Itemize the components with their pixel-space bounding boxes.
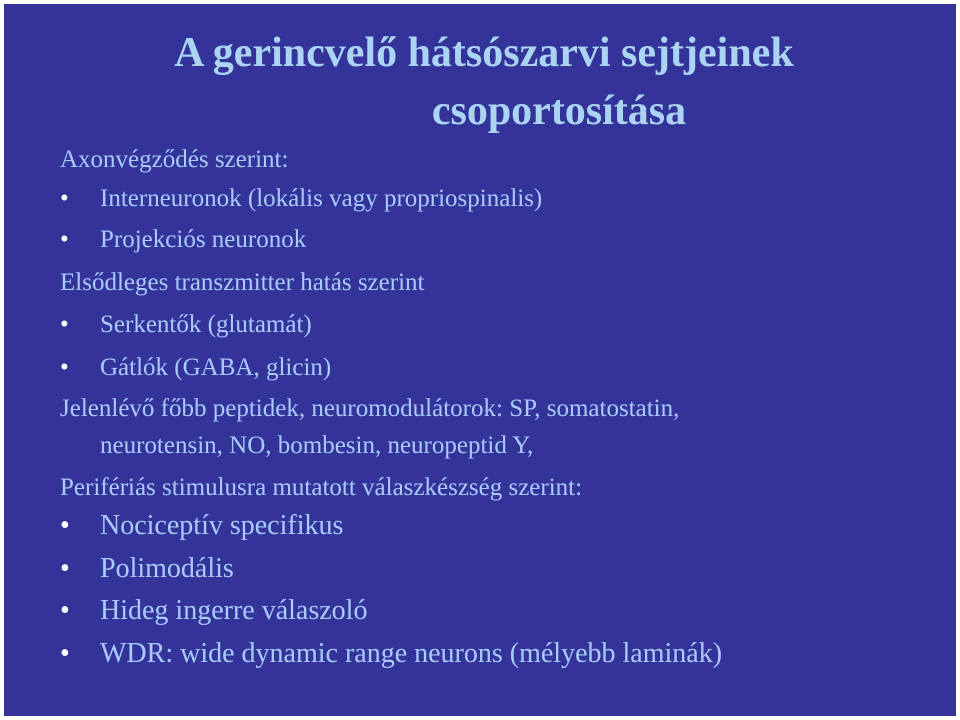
heading-peptides: Jelenlévő főbb peptidek, neuromodulátorok: SP, somatostatin, [60,395,680,422]
bullet-icon: • [60,510,70,541]
list-item: • WDR: wide dynamic range neurons (mélyebb laminák) [60,638,723,669]
title-line-1: A gerincvelő hátsószarvi sejtjeinek [174,30,794,76]
list-item: • Serkentők (glutamát) [60,311,312,338]
bullet-icon: • [60,553,70,584]
list-item: • Polimodális [60,553,234,584]
list-item: • Hideg ingerre válaszoló [60,595,368,626]
bullet-icon: • [60,354,69,381]
heading-axon: Axonvégződés szerint: [60,146,289,173]
heading-stimulus: Perifériás stimulusra mutatott válaszkészség szerint: [60,474,583,501]
list-item: • Interneuronok (lokális vagy propriospinalis) [60,185,543,212]
title-line-2: csoportosítása [431,88,687,134]
slide-title [4,24,960,140]
heading-transmitter: Elsődleges transzmitter hatás szerint [60,269,425,296]
bullet-icon: • [60,226,69,253]
list-item: • Gátlók (GABA, glicin) [60,354,332,381]
list-item: • Projekciós neuronok [60,226,307,253]
bullet-icon: • [60,311,69,338]
bullet-icon: • [60,595,70,626]
slide [4,4,956,716]
bullet-icon: • [60,185,69,212]
list-item: • Nociceptív specifikus [60,510,344,541]
bullet-icon: • [60,638,70,669]
continuation-peptides: neurotensin, NO, bombesin, neuropeptid Y, [100,432,534,459]
